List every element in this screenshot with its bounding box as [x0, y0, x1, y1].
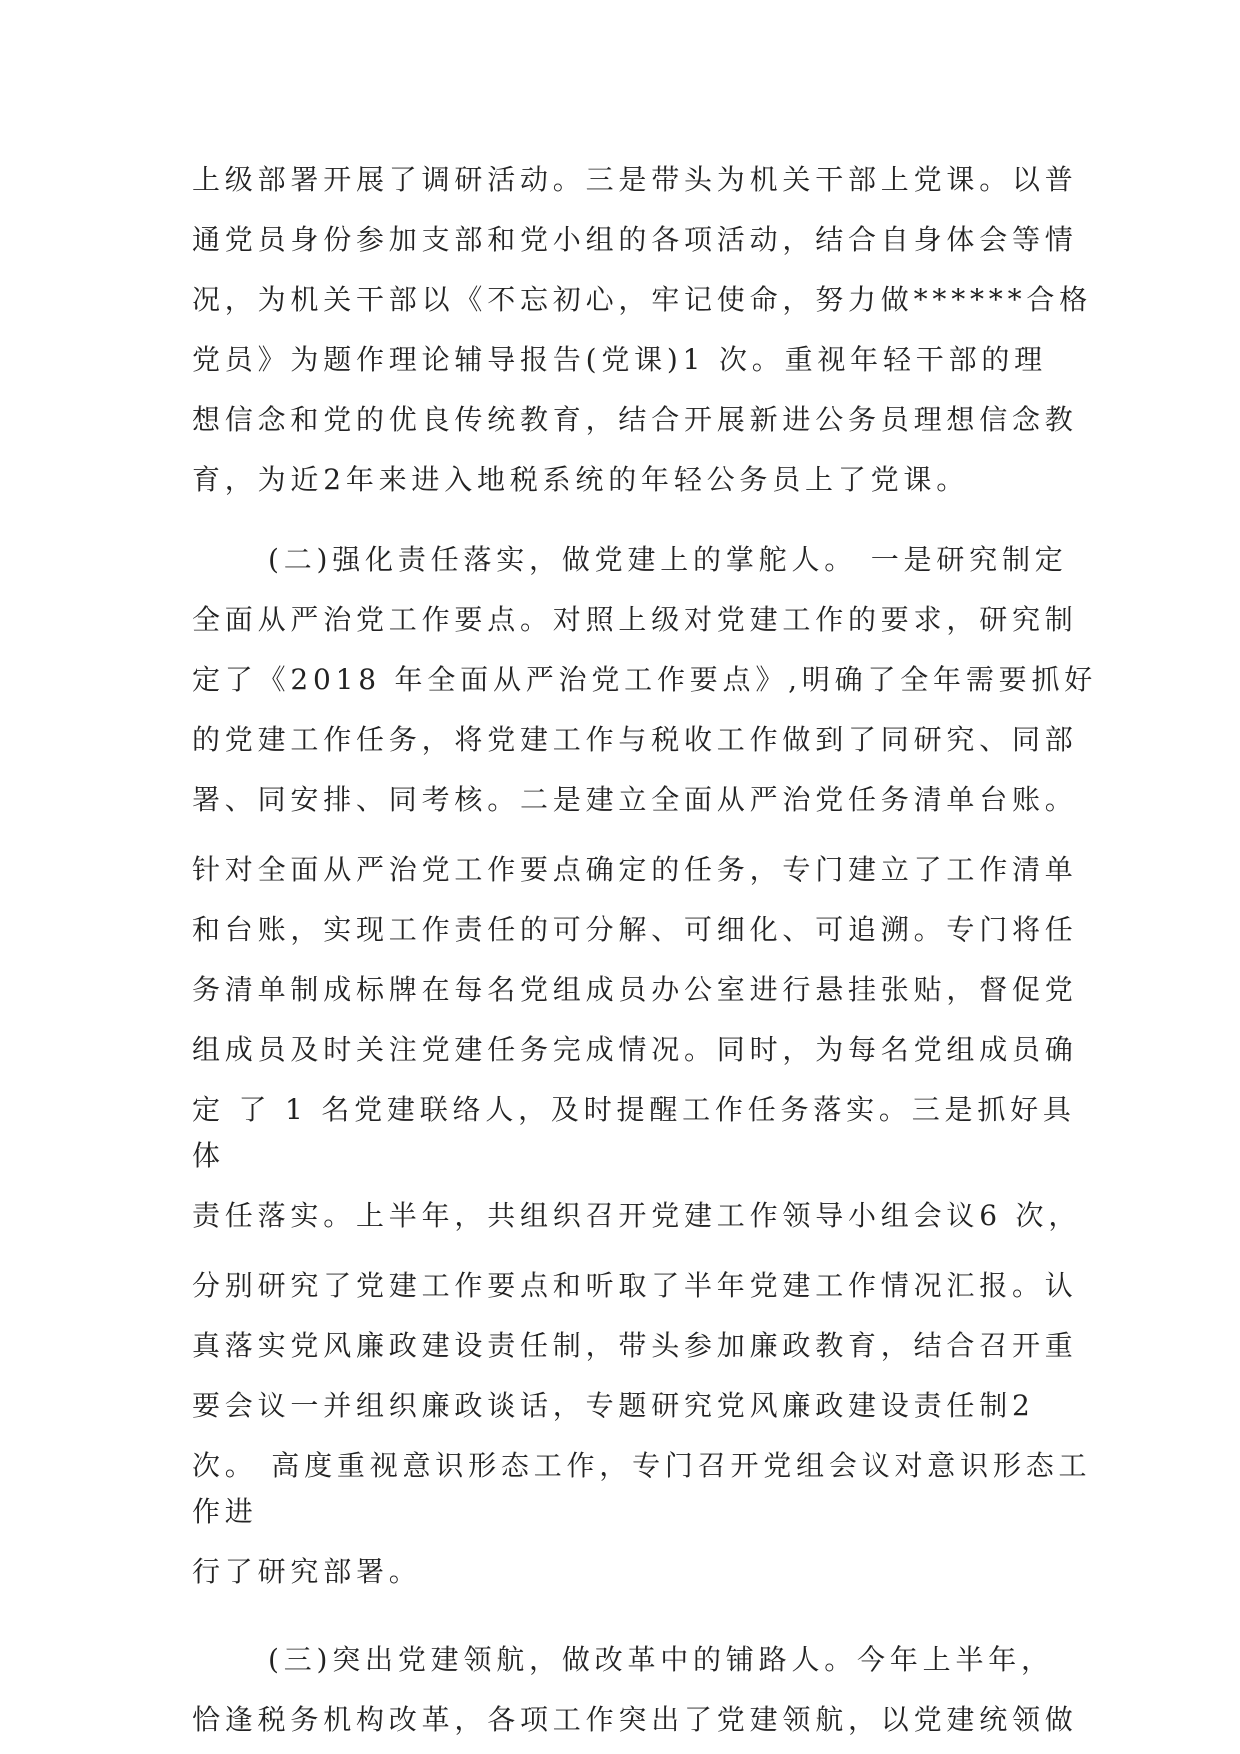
- text-line: 务清单制成标牌在每名党组成员办公室进行悬挂张贴，督促党: [192, 973, 1078, 1006]
- text-line: 要会议一并组织廉政谈话，专题研究党风廉政建设责任制2: [192, 1389, 1035, 1422]
- text-line: 体: [192, 1139, 225, 1172]
- text-line: 上级部署开展了调研活动。三是带头为机关干部上党课。以普: [192, 163, 1078, 196]
- text-line: 想信念和党的优良传统教育，结合开展新进公务员理想信念教: [192, 403, 1078, 436]
- text-line: 分别研究了党建工作要点和听取了半年党建工作情况汇报。认: [192, 1269, 1078, 1302]
- text-line: 定 了 1 名党建联络人，及时提醒工作任务落实。三是抓好具: [192, 1093, 1076, 1126]
- section-heading-line: (三)突出党建领航，做改革中的铺路人。今年上半年，: [268, 1643, 1054, 1676]
- text-line: 组成员及时关注党建任务完成情况。同时，为每名党组成员确: [192, 1033, 1078, 1066]
- text-line: 作进: [192, 1495, 258, 1528]
- text-line: 行了研究部署。: [192, 1555, 422, 1588]
- text-line: 的党建工作任务，将党建工作与税收工作做到了同研究、同部: [192, 723, 1078, 756]
- text-line: 真落实党风廉政建设责任制，带头参加廉政教育，结合召开重: [192, 1329, 1078, 1362]
- text-line: 定了《2018 年全面从严治党工作要点》,明确了全年需要抓好: [192, 663, 1098, 696]
- text-line: 恰逢税务机构改革，各项工作突出了党建领航，以党建统领做: [192, 1703, 1078, 1736]
- text-line: 和台账，实现工作责任的可分解、可细化、可追溯。专门将任: [192, 913, 1078, 946]
- text-line: 署、同安排、同考核。二是建立全面从严治党任务清单台账。: [192, 783, 1078, 816]
- text-line: 全面从严治党工作要点。对照上级对党建工作的要求，研究制: [192, 603, 1078, 636]
- text-line: 针对全面从严治党工作要点确定的任务，专门建立了工作清单: [192, 853, 1078, 886]
- text-line: 党员》为题作理论辅导报告(党课)1 次。重视年轻干部的理: [192, 343, 1047, 376]
- section-heading-line: (二)强化责任落实，做党建上的掌舵人。 一是研究制定: [268, 543, 1068, 576]
- text-line: 况，为机关干部以《不忘初心，牢记使命，努力做******合格: [192, 283, 1093, 316]
- text-line: 育，为近2年来进入地税系统的年轻公务员上了党课。: [192, 463, 970, 496]
- text-line: 次。 高度重视意识形态工作，专门召开党组会议对意识形态工: [192, 1449, 1092, 1482]
- text-line: 通党员身份参加支部和党小组的各项活动，结合自身体会等情: [192, 223, 1078, 256]
- text-line: 责任落实。上半年，共组织召开党建工作领导小组会议6 次，: [192, 1199, 1082, 1232]
